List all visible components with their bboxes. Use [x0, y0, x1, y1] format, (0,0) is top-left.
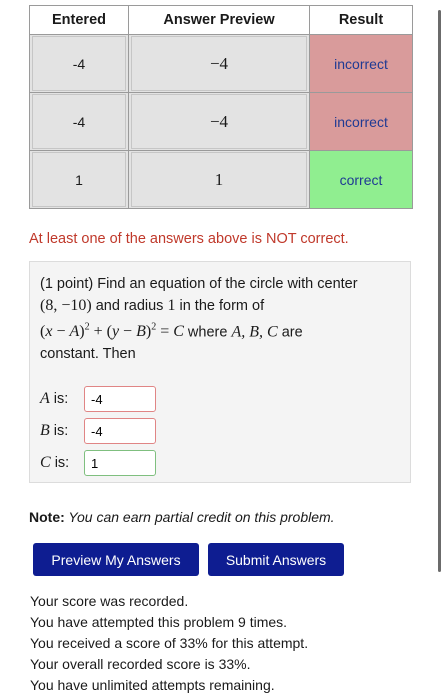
answer-b-input[interactable]: [84, 418, 156, 444]
problem-points: (1 point): [40, 276, 94, 292]
note-label: Note:: [29, 509, 65, 525]
status-line: Your score was recorded.: [30, 593, 189, 609]
preview-cell: [129, 151, 310, 209]
header-answer-preview: Answer Preview: [129, 6, 310, 35]
incorrect-warning: At least one of the answers above is NOT correct.: [29, 231, 349, 247]
preview-value: 1: [214, 169, 224, 189]
problem-text-are: are: [277, 324, 303, 341]
circle-center: (8, −10): [40, 297, 92, 314]
problem-text-1: Find an equation of the circle with center: [93, 276, 358, 292]
preview-value: −4: [209, 53, 229, 73]
header-result: Result: [310, 6, 413, 35]
status-line: You have unlimited attempts remaining.: [30, 677, 275, 693]
results-header-row: [30, 6, 413, 35]
partial-credit-note: [29, 509, 335, 525]
header-entered: Entered: [30, 6, 129, 35]
answer-row-b: [40, 415, 410, 447]
problem-text-3: in the form of: [175, 298, 265, 314]
problem-box: [29, 261, 411, 483]
status-line: You received a score of 33% for this attempt.: [30, 635, 309, 651]
answer-label-c: C is:: [40, 454, 70, 472]
problem-statement: [40, 273, 410, 365]
preview-cell: [129, 93, 310, 151]
note-text: You can earn partial credit on this problem.: [64, 509, 335, 525]
results-table: [29, 5, 413, 209]
answer-label-a: A is:: [40, 390, 69, 408]
entered-cell: [30, 93, 129, 151]
problem-text-eq: where: [183, 324, 232, 341]
table-row: [30, 93, 413, 151]
preview-cell: [129, 35, 310, 93]
problem-text-2: and radius: [91, 298, 168, 314]
entered-value: -4: [72, 113, 86, 130]
preview-answers-button[interactable]: Preview My Answers: [33, 543, 199, 576]
submit-answers-button[interactable]: Submit Answers: [208, 543, 344, 576]
constant-vars: A, B, C: [231, 323, 278, 341]
entered-value: -4: [72, 55, 86, 72]
answer-c-input[interactable]: [84, 450, 156, 476]
table-row: [30, 35, 413, 93]
answer-a-input[interactable]: [84, 386, 156, 412]
page-scrollbar[interactable]: [438, 10, 441, 572]
entered-cell: [30, 151, 129, 209]
circle-equation: $(x - A)^2 + (y - B)^2 = C$: [40, 322, 184, 341]
answer-row-c: [40, 447, 410, 479]
table-row: [30, 151, 413, 209]
answer-row-a: [40, 383, 410, 415]
result-cell: incorrect: [310, 35, 413, 93]
preview-value: −4: [209, 111, 229, 131]
status-line: Your overall recorded score is 33%.: [30, 656, 251, 672]
status-line: You have attempted this problem 9 times.: [30, 614, 288, 630]
result-cell: incorrect: [310, 93, 413, 151]
entered-cell: [30, 35, 129, 93]
answer-label-b: B is:: [40, 422, 69, 440]
problem-text-4: constant. Then: [40, 346, 136, 363]
score-status: [30, 591, 308, 696]
entered-value: 1: [75, 171, 83, 188]
circle-radius: 1: [167, 297, 176, 314]
answer-fields: [40, 383, 410, 479]
result-cell: correct: [310, 151, 413, 209]
